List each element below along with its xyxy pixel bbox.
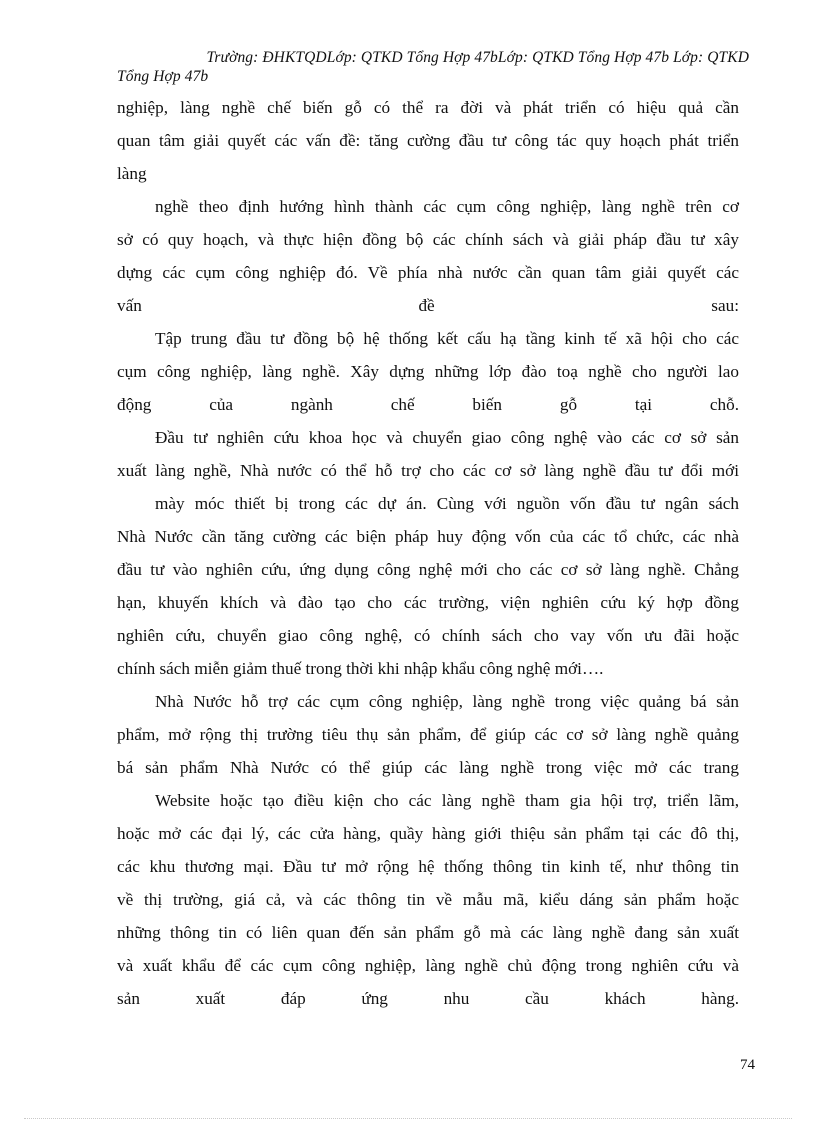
text-line: chính sách miễn giảm thuế trong thời khi nhập khẩu công nghệ mới…. — [117, 659, 604, 678]
text-line: Nhà Nước cần tăng cường các biện pháp huy động vốn của các tổ chức, các nhà — [117, 527, 739, 546]
text-line: Website hoặc tạo điều kiện cho các làng nghề tham gia hội trợ, triển lãm, — [155, 791, 739, 810]
text-line: về thị trường, giá cả, và các thông tin về mẫu mã, kiểu dáng sản phẩm hoặc — [117, 890, 739, 909]
text-line: nghiệp, làng nghề chế biến gỗ có thể ra đời và phát triển có hiệu quả cần — [117, 98, 739, 117]
text-line: hạn, khuyến khích và đào tạo cho các trường, viện nghiên cứu ký hợp đồng — [117, 593, 739, 612]
text-line: bá sản phẩm Nhà Nước có thể giúp các làng nghề trong việc mở các trang — [117, 758, 739, 777]
text-line: các khu thương mại. Đầu tư mở rộng hệ thống thông tin kinh tế, như thông tin — [117, 857, 739, 876]
header-line-1: Trường: ĐHKTQDLớp: QTKD Tổng Hợp 47bLớp: QTKD Tổng Hợp 47b Lớp: QTKD — [206, 49, 749, 66]
page-bottom-divider — [24, 1118, 792, 1119]
text-line: sản xuất đáp ứng nhu cầu khách hàng. — [117, 989, 739, 1008]
text-line: nghề theo định hướng hình thành các cụm công nghiệp, làng nghề trên cơ — [155, 197, 739, 216]
text-line: động của ngành chế biến gỗ tại chỗ. — [117, 395, 739, 414]
text-line: làng — [117, 164, 147, 183]
text-line: Tập trung đầu tư đồng bộ hệ thống kết cấu hạ tầng kinh tế xã hội cho các — [155, 329, 739, 348]
text-line: Đầu tư nghiên cứu khoa học và chuyển giao công nghệ vào các cơ sở sản — [155, 428, 739, 447]
text-line: xuất làng nghề, Nhà nước có thể hỗ trợ cho các cơ sở làng nghề đầu tư đổi mới — [117, 461, 739, 480]
text-line: mày móc thiết bị trong các dự án. Cùng với nguồn vốn đầu tư ngân sách — [155, 494, 739, 513]
text-line: sở có quy hoạch, và thực hiện đồng bộ các chính sách và giải pháp đầu tư xây — [117, 230, 739, 249]
text-line: nghiên cứu, chuyển giao công nghệ, có chính sách cho vay vốn ưu đãi hoặc — [117, 626, 739, 645]
text-line: Nhà Nước hỗ trợ các cụm công nghiệp, làng nghề trong việc quảng bá sản — [155, 692, 739, 711]
text-line: hoặc mở các đại lý, các cửa hàng, quầy hàng giới thiệu sản phẩm tại các đô thị, — [117, 824, 739, 843]
text-line: cụm công nghiệp, làng nghề. Xây dựng những lớp đào toạ nghề cho người lao — [117, 362, 739, 381]
text-line: dựng các cụm công nghiệp đó. Về phía nhà nước cần quan tâm giải quyết các — [117, 263, 739, 282]
body-text — [117, 91, 739, 1015]
text-line: đầu tư vào nghiên cứu, ứng dụng công nghệ mới cho các cơ sở làng nghề. Chẳng — [117, 560, 739, 579]
page-number: 74 — [740, 1057, 755, 1073]
text-line: vấn đề sau: — [117, 296, 739, 315]
text-line: những thông tin có liên quan đến sản phẩm gỗ mà các làng nghề đang sản xuất — [117, 923, 739, 942]
text-line: và xuất khẩu để các cụm công nghiệp, làng nghề chủ động trong nghiên cứu và — [117, 956, 739, 975]
header-line-2: Tổng Hợp 47b — [117, 68, 209, 85]
text-line: phẩm, mở rộng thị trường tiêu thụ sản phẩm, để giúp các cơ sở làng nghề quảng — [117, 725, 739, 744]
text-line: quan tâm giải quyết các vấn đề: tăng cường đầu tư công tác quy hoạch phát triển — [117, 131, 739, 150]
page-header — [117, 48, 749, 86]
